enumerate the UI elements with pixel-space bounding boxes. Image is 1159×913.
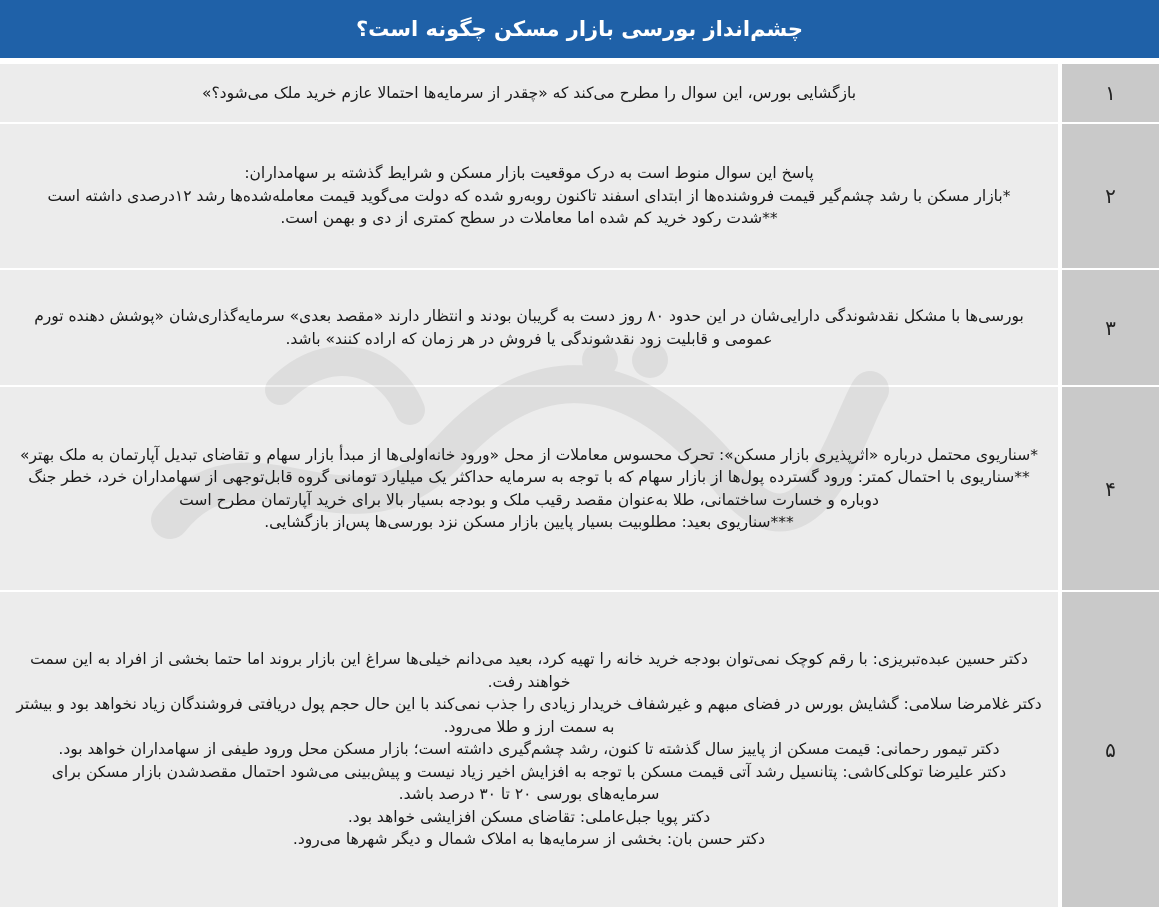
row-5-text-cell <box>0 592 1058 907</box>
row-2-text-cell <box>0 124 1058 268</box>
row-2-text: پاسخ این سوال منوط است به درک موقعیت بازار مسکن و شرایط گذشته بر سهامداران: *بازار مسکن با رشد چشم‌گیر قیمت فروشنده‌ها از ابتدای اسفند تاکنون روبه‌رو شده که دولت می‌گوید قیمت معامله‌شده‌ها رشد ۱۲درصدی داشته است **شدت رکود خرید کم شده اما معاملات در سطح کمتری از دی و بهمن است. <box>47 164 1011 228</box>
table-row-3 <box>0 268 1159 385</box>
row-2-number: ۲ <box>1062 124 1159 268</box>
row-4-text: *سناریوی محتمل درباره «اثرپذیری بازار مسکن»: تحرک محسوس معاملات از محل «ورود خانه‌اولی‌ها از مبدأ بازار سهام و تقاضای تبدیل آپارتمان به ملک بهتر» **سناریوی با احتمال کمتر: ورود گسترده پول‌ها از بازار سهام که با توجه به سرمایه حداکثر یک میلیارد تومانی گروه قابل‌توجهی از سهامداران خرد، خطر جنگ دوباره و خسارت ساختمانی، طلا به‌عنوان مقصد رقیب ملک و بودجه بسیار بالا برای خرید آپارتمان مطرح است ***سناریوی بعید: مطلوبیت بسیار پایین بازار مسکن نزد بورسی‌ها پس‌از بازگشایی. <box>20 445 1038 531</box>
row-4-number: ۴ <box>1062 387 1159 590</box>
table-row-1 <box>0 62 1159 122</box>
row-3-number: ۳ <box>1062 270 1159 385</box>
info-table <box>0 62 1159 907</box>
table-header <box>0 0 1159 60</box>
table-row-4 <box>0 385 1159 590</box>
row-5-number: ۵ <box>1062 592 1159 907</box>
row-3-text-cell <box>0 270 1058 385</box>
row-1-number: ۱ <box>1062 64 1159 122</box>
row-4-text-cell <box>0 387 1058 590</box>
row-5-text: دکتر حسین عبده‌تبریزی: با رقم کوچک نمی‌توان بودجه خرید خانه را تهیه کرد، بعید می‌دانم خیلی‌ها سراغ این بازار بروند اما حتما بخشی از افراد به این سمت خواهند رفت. دکتر غلامرضا سلامی: گشایش بورس در فضای مبهم و غیرشفاف خریدار زیادی را جذب نمی‌کند با این حال حجم پول دریافتی فروشندگان زیاد نخواهد بود و بیشتر به سمت ارز و طلا می‌رود. دکتر تیمور رحمانی: قیمت مسکن از پاییز سال گذشته تا کنون، رشد چشم‌گیری داشته است؛ بازار مسکن محل ورود طیفی از سهامداران خواهد بود. دکتر علیرضا توکلی‌کاشی: پتانسیل رشد آتی قیمت مسکن با توجه به افزایش اخیر زیاد نیست و پیش‌بینی می‌شود احتمال مقصدشدن بازار مسکن برای سرمایه‌های بورسی ۲۰ تا ۳۰ درصد باشد. دکتر پویا جبل‌عاملی: تقاضای مسکن افزایشی خواهد بود. دکتر حسن بان: بخشی از سرمایه‌ها به املاک شمال و دیگر شهرها می‌رود. <box>16 650 1042 849</box>
table-title: چشم‌انداز بورسی بازار مسکن چگونه است؟ <box>355 17 804 41</box>
row-3-text: بورسی‌ها با مشکل نقدشوندگی دارایی‌شان در این حدود ۸۰ روز دست به گریبان بودند و انتظار دارند «مقصد بعدی» سرمایه‌گذاری‌شان «پوشش دهنده تورم عمومی و قابلیت زود نقدشوندگی یا فروش در هر زمان که اراده کنند» باشد. <box>34 307 1024 348</box>
row-1-text: بازگشایی بورس، این سوال را مطرح می‌کند که «چقدر از سرمایه‌ها احتمالا عازم خرید ملک می‌شود؟» <box>201 83 857 102</box>
table-row-5 <box>0 590 1159 907</box>
row-1-text-cell <box>0 64 1058 122</box>
table-row-2 <box>0 122 1159 268</box>
